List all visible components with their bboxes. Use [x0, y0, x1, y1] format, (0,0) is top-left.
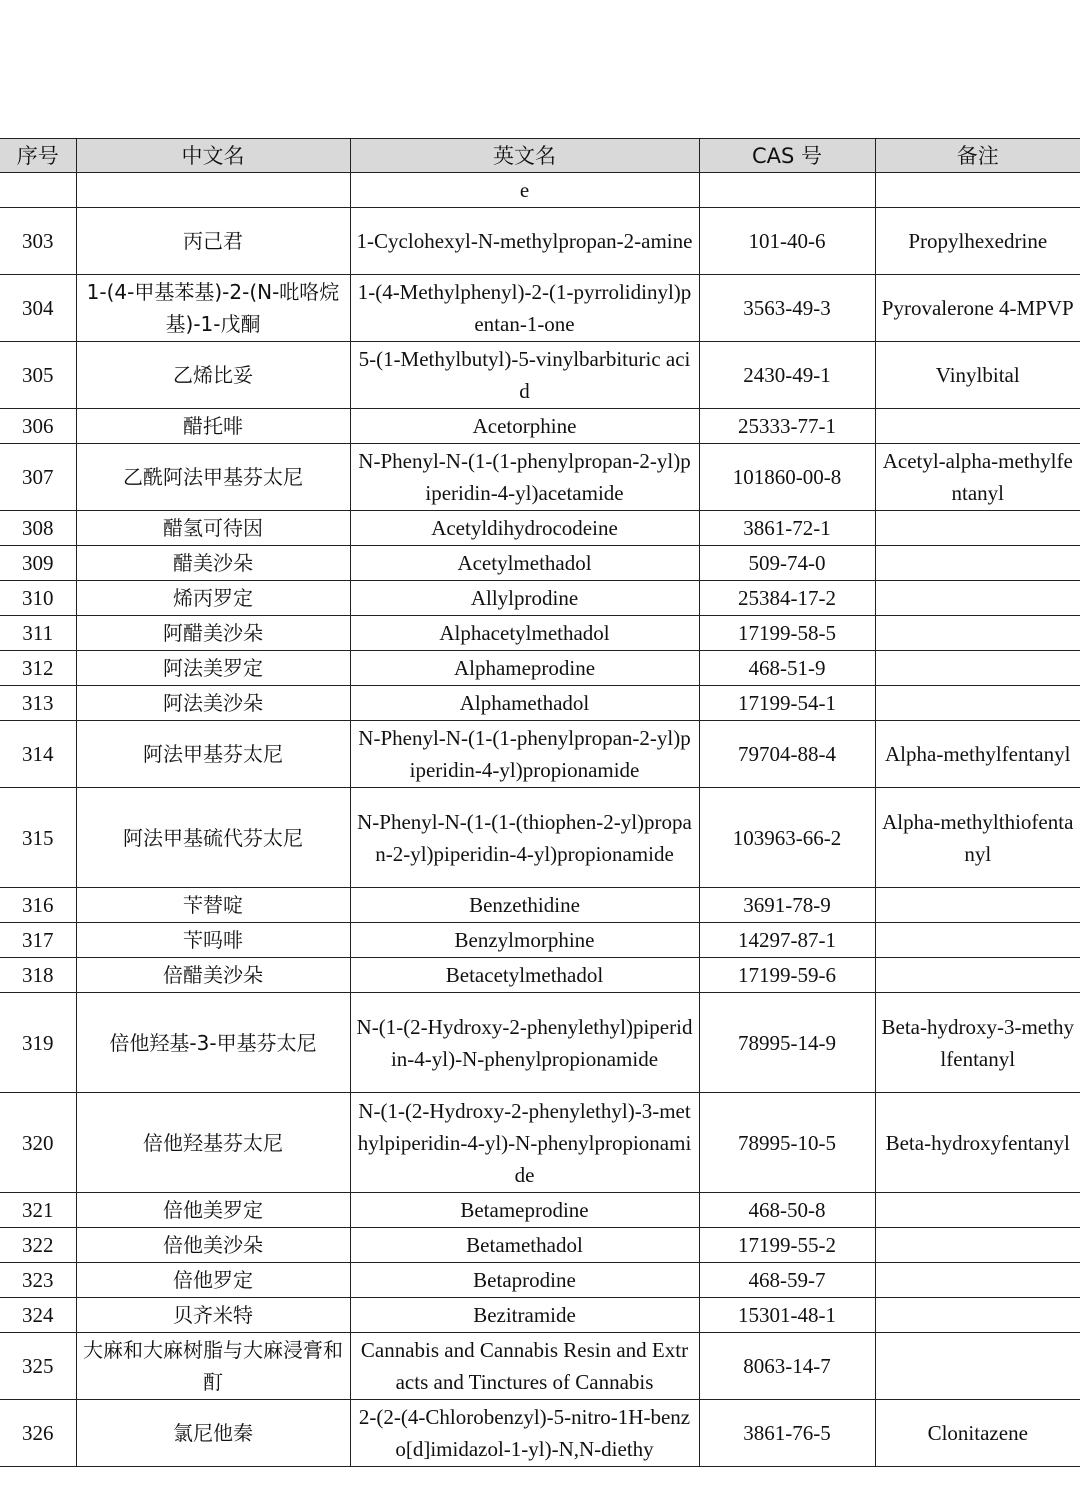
cell-row-number: 316: [0, 888, 76, 923]
cell-cas-number: 3563-49-3: [699, 275, 875, 342]
cell-english-name: Betacetylmethadol: [350, 958, 699, 993]
table-row: [0, 444, 1080, 511]
cell-row-number: 305: [0, 342, 76, 409]
cell-english-name: Bezitramide: [350, 1298, 699, 1333]
cell-remarks: [875, 1298, 1080, 1333]
table-row: [0, 546, 1080, 581]
cell-chinese-name: 倍他美沙朵: [76, 1228, 350, 1263]
cell-english-name: Acetyldihydrocodeine: [350, 511, 699, 546]
cell-chinese-name: [76, 173, 350, 208]
cell-remarks: [875, 923, 1080, 958]
cell-remarks: Vinylbital: [875, 342, 1080, 409]
cell-english-name: Betaprodine: [350, 1263, 699, 1298]
cell-chinese-name: 醋托啡: [76, 409, 350, 444]
table-body: [0, 173, 1080, 1467]
cell-chinese-name: 倍醋美沙朵: [76, 958, 350, 993]
cell-english-name: 2-(2-(4-Chlorobenzyl)-5-nitro-1H-benzo[d]imidazol-1-yl)-N,N-diethy: [350, 1400, 699, 1467]
cell-chinese-name: 乙烯比妥: [76, 342, 350, 409]
table-row: [0, 208, 1080, 275]
cell-row-number: 313: [0, 686, 76, 721]
cell-remarks: [875, 511, 1080, 546]
cell-english-name: N-Phenyl-N-(1-(1-phenylpropan-2-yl)piperidin-4-yl)propionamide: [350, 721, 699, 788]
cell-cas-number: 25384-17-2: [699, 581, 875, 616]
cell-remarks: Pyrovalerone 4-MPVP: [875, 275, 1080, 342]
cell-chinese-name: 阿法美沙朵: [76, 686, 350, 721]
cell-remarks: [875, 173, 1080, 208]
table-row: [0, 275, 1080, 342]
cell-remarks: [875, 409, 1080, 444]
cell-row-number: 326: [0, 1400, 76, 1467]
cell-cas-number: 17199-59-6: [699, 958, 875, 993]
cell-chinese-name: 大麻和大麻树脂与大麻浸膏和酊: [76, 1333, 350, 1400]
table-row: [0, 1228, 1080, 1263]
table-row: [0, 1333, 1080, 1400]
cell-cas-number: 101-40-6: [699, 208, 875, 275]
cell-remarks: [875, 686, 1080, 721]
cell-remarks: Alpha-methylthiofentanyl: [875, 788, 1080, 888]
table-row: [0, 1298, 1080, 1333]
cell-chinese-name: 倍他美罗定: [76, 1193, 350, 1228]
cell-cas-number: 103963-66-2: [699, 788, 875, 888]
cell-cas-number: 509-74-0: [699, 546, 875, 581]
table-row: [0, 1193, 1080, 1228]
cell-remarks: [875, 546, 1080, 581]
table-row: [0, 721, 1080, 788]
cell-english-name: N-(1-(2-Hydroxy-2-phenylethyl)-3-methylpiperidin-4-yl)-N-phenylpropionamide: [350, 1093, 699, 1193]
cell-cas-number: 25333-77-1: [699, 409, 875, 444]
table-row: [0, 958, 1080, 993]
cell-cas-number: 468-51-9: [699, 651, 875, 686]
cell-chinese-name: 阿法甲基芬太尼: [76, 721, 350, 788]
cell-chinese-name: 1-(4-甲基苯基)-2-(N-吡咯烷基)-1-戊酮: [76, 275, 350, 342]
cell-chinese-name: 倍他羟基-3-甲基芬太尼: [76, 993, 350, 1093]
cell-chinese-name: 醋美沙朵: [76, 546, 350, 581]
table-row: [0, 923, 1080, 958]
cell-english-name: Cannabis and Cannabis Resin and Extracts and Tinctures of Cannabis: [350, 1333, 699, 1400]
cell-english-name: 1-(4-Methylphenyl)-2-(1-pyrrolidinyl)pentan-1-one: [350, 275, 699, 342]
cell-english-name: Alphacetylmethadol: [350, 616, 699, 651]
cell-remarks: [875, 581, 1080, 616]
header-number: 序号: [0, 139, 76, 173]
cell-remarks: Alpha-methylfentanyl: [875, 721, 1080, 788]
cell-cas-number: 17199-55-2: [699, 1228, 875, 1263]
cell-cas-number: 3691-78-9: [699, 888, 875, 923]
table-row: [0, 788, 1080, 888]
cell-english-name: Acetorphine: [350, 409, 699, 444]
cell-english-name: Benzylmorphine: [350, 923, 699, 958]
cell-chinese-name: 氯尼他秦: [76, 1400, 350, 1467]
cell-chinese-name: 贝齐米特: [76, 1298, 350, 1333]
cell-remarks: Beta-hydroxyfentanyl: [875, 1093, 1080, 1193]
cell-english-name: Alphamethadol: [350, 686, 699, 721]
cell-remarks: [875, 1263, 1080, 1298]
cell-english-name: 5-(1-Methylbutyl)-5-vinylbarbituric acid: [350, 342, 699, 409]
table-row: [0, 409, 1080, 444]
cell-chinese-name: 倍他罗定: [76, 1263, 350, 1298]
cell-cas-number: 3861-72-1: [699, 511, 875, 546]
cell-english-name: 1-Cyclohexyl-N-methylpropan-2-amine: [350, 208, 699, 275]
cell-cas-number: 3861-76-5: [699, 1400, 875, 1467]
cell-remarks: Beta-hydroxy-3-methylfentanyl: [875, 993, 1080, 1093]
cell-english-name: N-(1-(2-Hydroxy-2-phenylethyl)piperidin-4-yl)-N-phenylpropionamide: [350, 993, 699, 1093]
cell-cas-number: 79704-88-4: [699, 721, 875, 788]
cell-remarks: [875, 1333, 1080, 1400]
cell-row-number: 314: [0, 721, 76, 788]
cell-row-number: 304: [0, 275, 76, 342]
cell-cas-number: 101860-00-8: [699, 444, 875, 511]
table-row: [0, 342, 1080, 409]
cell-english-name: Allylprodine: [350, 581, 699, 616]
cell-cas-number: [699, 173, 875, 208]
cell-remarks: Clonitazene: [875, 1400, 1080, 1467]
cell-row-number: 303: [0, 208, 76, 275]
cell-cas-number: 468-50-8: [699, 1193, 875, 1228]
cell-chinese-name: 倍他羟基芬太尼: [76, 1093, 350, 1193]
table-row: [0, 511, 1080, 546]
cell-remarks: [875, 1193, 1080, 1228]
cell-cas-number: 78995-10-5: [699, 1093, 875, 1193]
cell-row-number: 319: [0, 993, 76, 1093]
cell-cas-number: 468-59-7: [699, 1263, 875, 1298]
table-row: [0, 1400, 1080, 1467]
cell-remarks: [875, 1228, 1080, 1263]
cell-row-number: 324: [0, 1298, 76, 1333]
cell-english-name: e: [350, 173, 699, 208]
cell-cas-number: 78995-14-9: [699, 993, 875, 1093]
table-row: [0, 1093, 1080, 1193]
cell-row-number: 311: [0, 616, 76, 651]
cell-row-number: 320: [0, 1093, 76, 1193]
table-row: [0, 1263, 1080, 1298]
cell-row-number: 315: [0, 788, 76, 888]
cell-row-number: 306: [0, 409, 76, 444]
cell-row-number: 325: [0, 1333, 76, 1400]
cell-remarks: [875, 616, 1080, 651]
cell-row-number: 318: [0, 958, 76, 993]
cell-english-name: Acetylmethadol: [350, 546, 699, 581]
cell-english-name: Alphameprodine: [350, 651, 699, 686]
cell-chinese-name: 苄吗啡: [76, 923, 350, 958]
header-english-name: 英文名: [350, 139, 699, 173]
cell-remarks: Acetyl-alpha-methylfentanyl: [875, 444, 1080, 511]
cell-remarks: [875, 958, 1080, 993]
cell-english-name: N-Phenyl-N-(1-(1-phenylpropan-2-yl)piperidin-4-yl)acetamide: [350, 444, 699, 511]
cell-chinese-name: 阿醋美沙朵: [76, 616, 350, 651]
cell-cas-number: 17199-54-1: [699, 686, 875, 721]
cell-english-name: Benzethidine: [350, 888, 699, 923]
cell-row-number: [0, 173, 76, 208]
cell-row-number: 310: [0, 581, 76, 616]
cell-chinese-name: 阿法甲基硫代芬太尼: [76, 788, 350, 888]
table-row: [0, 993, 1080, 1093]
table-row: [0, 616, 1080, 651]
cell-english-name: Betameprodine: [350, 1193, 699, 1228]
cell-remarks: [875, 888, 1080, 923]
header-cas-number: CAS 号: [699, 139, 875, 173]
cell-chinese-name: 苄替啶: [76, 888, 350, 923]
cell-cas-number: 8063-14-7: [699, 1333, 875, 1400]
table-row: [0, 173, 1080, 208]
cell-english-name: N-Phenyl-N-(1-(1-(thiophen-2-yl)propan-2-yl)piperidin-4-yl)propionamide: [350, 788, 699, 888]
cell-row-number: 321: [0, 1193, 76, 1228]
cell-row-number: 312: [0, 651, 76, 686]
header-chinese-name: 中文名: [76, 139, 350, 173]
table-header-row: [0, 139, 1080, 173]
cell-remarks: Propylhexedrine: [875, 208, 1080, 275]
cell-row-number: 322: [0, 1228, 76, 1263]
table-row: [0, 686, 1080, 721]
header-remarks: 备注: [875, 139, 1080, 173]
table-row: [0, 651, 1080, 686]
table-row: [0, 581, 1080, 616]
cell-cas-number: 15301-48-1: [699, 1298, 875, 1333]
cell-chinese-name: 阿法美罗定: [76, 651, 350, 686]
cell-row-number: 308: [0, 511, 76, 546]
cell-row-number: 323: [0, 1263, 76, 1298]
cell-cas-number: 14297-87-1: [699, 923, 875, 958]
cell-row-number: 317: [0, 923, 76, 958]
cell-chinese-name: 乙酰阿法甲基芬太尼: [76, 444, 350, 511]
cell-chinese-name: 醋氢可待因: [76, 511, 350, 546]
cell-english-name: Betamethadol: [350, 1228, 699, 1263]
cell-row-number: 309: [0, 546, 76, 581]
cell-row-number: 307: [0, 444, 76, 511]
table-row: [0, 888, 1080, 923]
cell-cas-number: 2430-49-1: [699, 342, 875, 409]
cell-cas-number: 17199-58-5: [699, 616, 875, 651]
cell-chinese-name: 丙己君: [76, 208, 350, 275]
cell-chinese-name: 烯丙罗定: [76, 581, 350, 616]
cell-remarks: [875, 651, 1080, 686]
substance-table: [0, 138, 1080, 1467]
